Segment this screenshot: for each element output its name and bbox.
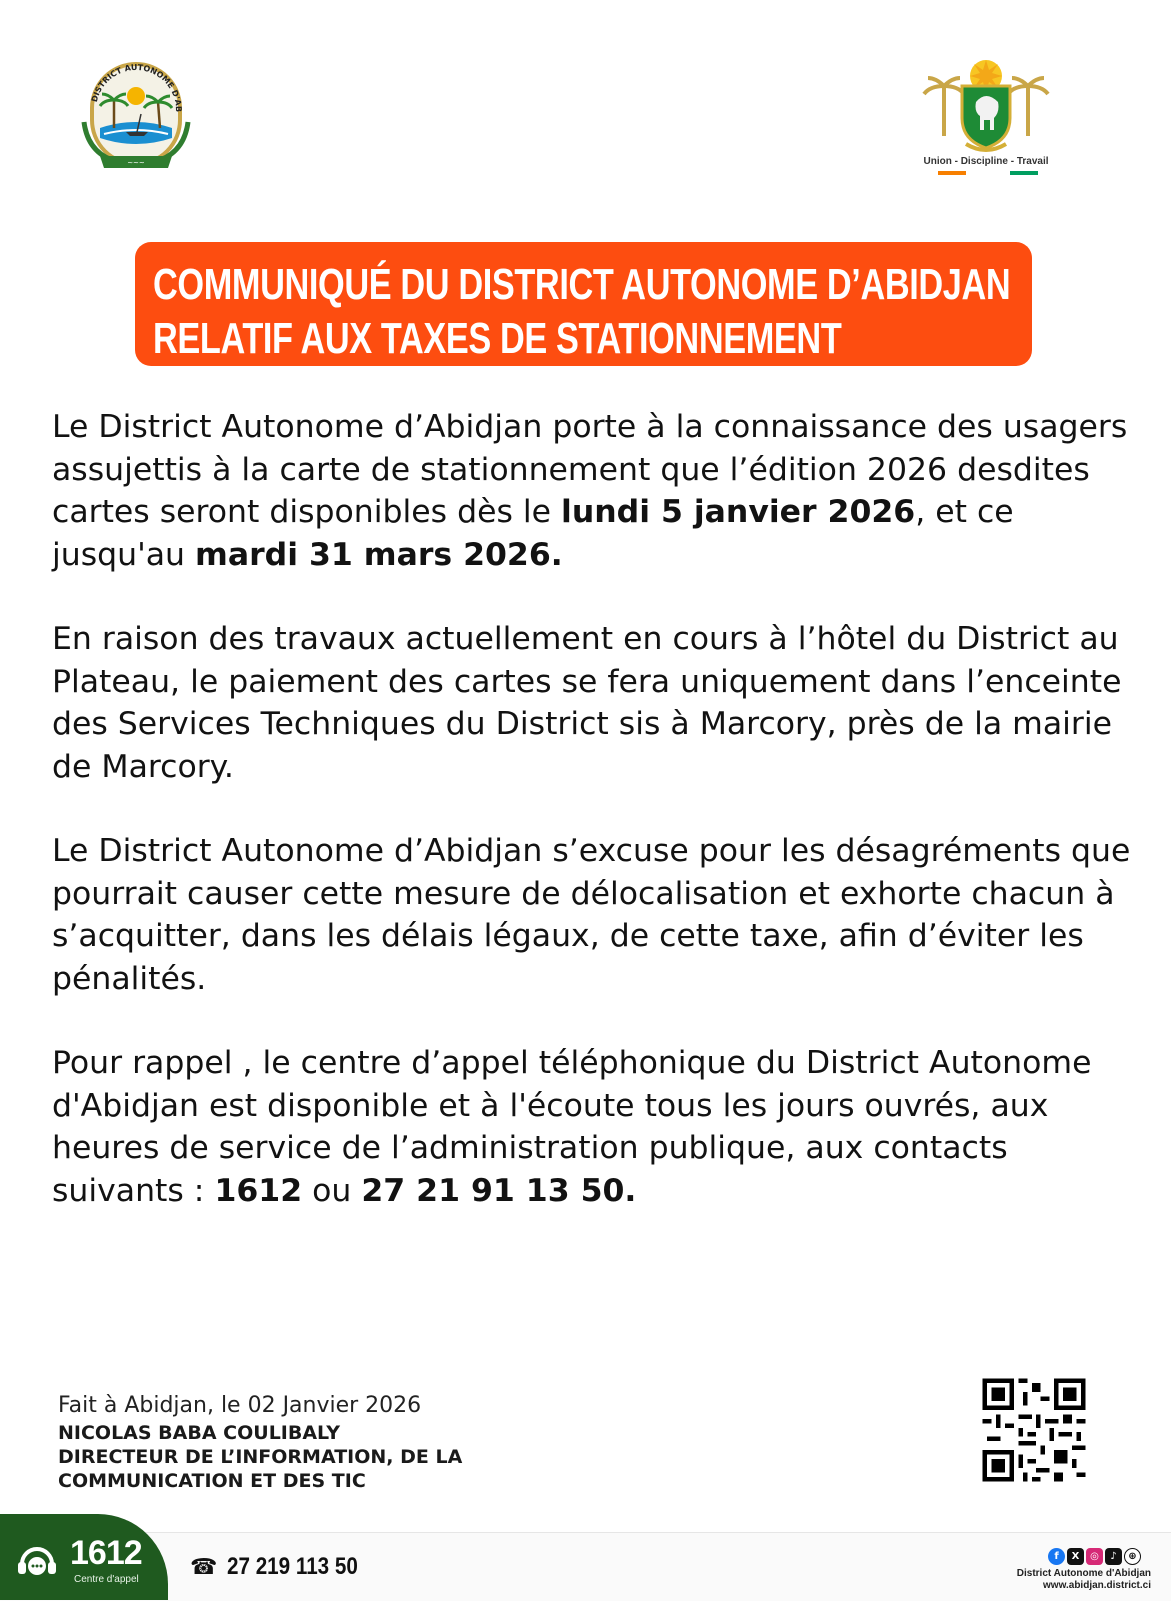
qr-code[interactable] xyxy=(978,1374,1090,1486)
tiktok-icon[interactable]: ♪ xyxy=(1105,1548,1122,1565)
signature-block xyxy=(58,1391,578,1493)
call-center-number: 1612 xyxy=(70,1534,142,1572)
district-abidjan-emblem xyxy=(78,58,194,178)
start-date: lundi 5 janvier 2026 xyxy=(561,494,916,530)
paragraph-apology: Le District Autonome d’Abidjan s’excuse pour les désagréments que pourrait causer cette mesure de délocalisation et exhorte chacun à s’acquitter, dans les délais légaux, de cette taxe, afin d’éviter les pénalités. xyxy=(52,833,1131,997)
paragraph-availability xyxy=(52,406,1132,576)
globe-icon[interactable]: ⊕ xyxy=(1124,1548,1141,1565)
call-center-label: Centre d'appel xyxy=(74,1574,139,1585)
emblem-ring-text: DISTRICT AUTONOME D'AB xyxy=(89,62,184,113)
footer-phone-number: 27 219 113 50 xyxy=(227,1553,359,1580)
paragraph-1-connector: , et ce jusqu'au xyxy=(52,494,1014,573)
footer-org-name: District Autonome d'Abidjan xyxy=(1016,1568,1151,1579)
communique-body xyxy=(52,406,1132,1254)
paragraph-payment-location: En raison des travaux actuellement en cours à l’hôtel du District au Plateau, le paiement des cartes se fera uniquement dans l’enceinte des Services Techniques du District sis à Marcory, près de la mairie de Marcory. xyxy=(52,621,1122,785)
x-icon[interactable]: X xyxy=(1067,1548,1084,1565)
title-banner xyxy=(135,242,1032,366)
signatory-name: NICOLAS BABA COULIBALY xyxy=(58,1422,340,1444)
title-line-2: RELATIF AUX TAXES DE STATIONNEMENT xyxy=(153,314,842,363)
qr-code-icon xyxy=(978,1374,1090,1486)
social-icons xyxy=(1048,1548,1141,1565)
title-line-1: COMMUNIQUÉ DU DISTRICT AUTONOME D’ABIDJAN xyxy=(153,260,1011,309)
flag-color-bars xyxy=(938,171,1038,175)
instagram-icon[interactable]: ◎ xyxy=(1086,1548,1103,1565)
paragraph-1-text: Le District Autonome d’Abidjan porte à la connaissance des usagers assujettis à la carte de stationnement que l’édition 2026 desdites cartes seront disponibles dès le xyxy=(52,409,1128,530)
telephone-icon: ☎ xyxy=(190,1554,218,1580)
phone-number: 27 21 91 13 50. xyxy=(361,1172,637,1209)
short-number: 1612 xyxy=(214,1172,303,1209)
signature-date: Fait à Abidjan, le 02 Janvier 2026 xyxy=(58,1393,422,1418)
footer-website[interactable]: www.abidjan.district.ci xyxy=(1043,1580,1151,1591)
footer-phone[interactable] xyxy=(190,1553,380,1581)
paragraph-4-text: Pour rappel , le centre d’appel téléphonique du District Autonome d'Abidjan est disponible et à l'écoute tous les jours ouvrés, aux heures de service de l’administration publique, aux contacts suivants : xyxy=(52,1045,1092,1209)
footer-site-info xyxy=(1017,1568,1151,1592)
signatory-role-line-1: DIRECTEUR DE L’INFORMATION, DE LA xyxy=(58,1446,463,1468)
paragraph-call-center xyxy=(52,1042,1132,1212)
signatory-role-line-2: COMMUNICATION ET DES TIC xyxy=(58,1470,366,1492)
paragraph-4-connector: ou xyxy=(302,1172,362,1209)
district-abidjan-emblem-icon xyxy=(78,58,194,178)
headset-icon xyxy=(12,1536,62,1586)
call-center-badge[interactable] xyxy=(0,1514,168,1600)
facebook-icon[interactable]: f xyxy=(1048,1548,1065,1565)
cote-divoire-coat-of-arms xyxy=(916,56,1056,182)
end-date: mardi 31 mars 2026. xyxy=(195,536,563,573)
national-motto: Union - Discipline - Travail xyxy=(923,156,1049,167)
svg-text:~~~: ~~~ xyxy=(127,159,145,167)
footer-bar xyxy=(0,1532,1171,1601)
cote-divoire-coat-of-arms-icon xyxy=(916,56,1056,156)
